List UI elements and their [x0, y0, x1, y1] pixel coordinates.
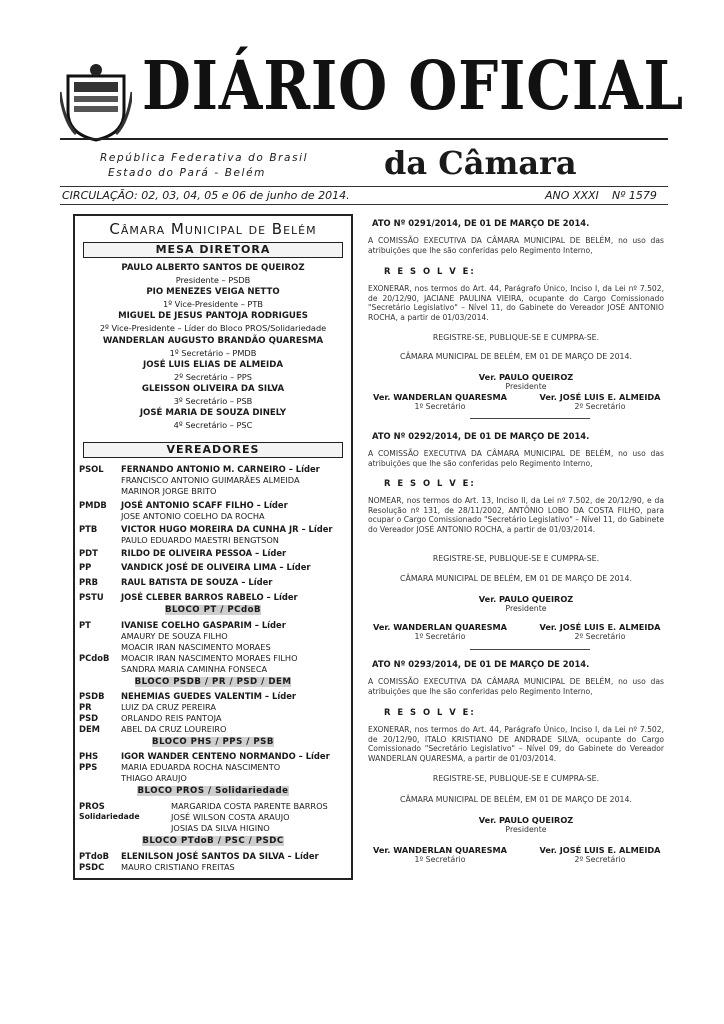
coat-of-arms-icon [60, 62, 132, 142]
circulation-dates: CIRCULAÇÃO: 02, 03, 04, 05 e 06 de junho de 2014. [62, 189, 350, 202]
state-line: Estado do Pará - Belém [108, 167, 266, 179]
member-name: LUIZ DA CRUZ PEREIRA [121, 702, 216, 712]
act-intro: A COMISSÃO EXECUTIVA DA CÂMARA MUNICIPAL DE BELÉM, no uso das atribuições que lhe são conferidas pelo Regimento Interno, [368, 236, 664, 255]
mesa-member-name: JOSÉ LUIS ELIAS DE ALMEIDA [143, 360, 283, 370]
act-registre: REGISTRE-SE, PUBLIQUE-SE E CUMPRA-SE. [432, 774, 600, 783]
edition-number: Nº 1579 [612, 189, 657, 202]
bloco-header [75, 677, 351, 687]
party-label: PTdoB [79, 851, 109, 861]
party-label: PSDC [79, 862, 105, 872]
signature-first-secretary: Ver. WANDERLAN QUARESMA [372, 845, 508, 855]
mesa-member-name: MIGUEL DE JESUS PANTOJA RODRIGUES [118, 311, 308, 321]
bloco-header [75, 786, 351, 796]
act-body: EXONERAR, nos termos do Art. 44, Parágrafo Único, Inciso I, da Lei nº 7.502, de 20/12/90, ITALO KRISTIANO DE ANDRADE SILVA, ocupante do Cargo Comissionado "Secretário Legislativo" – Nível 09, do Gabinete do Vereador WANDERLAN QUARESMA, a partir de 01/03/2014. [368, 725, 664, 763]
leader-name: VANDICK JOSÉ DE OLIVEIRA LIMA – Líder [121, 562, 311, 572]
member-name: JOSÉ WILSON COSTA ARAUJO [171, 812, 290, 822]
signature-second-secretary-role: 2º Secretário [574, 632, 626, 641]
camara-directory-box [73, 214, 353, 880]
member-name: MARINOR JORGE BRITO [121, 486, 217, 496]
mesa-member-name: WANDERLAN AUGUSTO BRANDÃO QUARESMA [102, 336, 324, 346]
divider [60, 204, 668, 205]
mesa-member-role: 2º Vice-Presidente – Líder do Bloco PROS/Solidariedade [99, 323, 327, 333]
member-name: MOACIR IRAN NASCIMENTO MORAES FILHO [121, 653, 298, 663]
member-name: SANDRA MARIA CAMINHA FONSECA [121, 664, 268, 674]
act-separator [470, 418, 590, 419]
act-body: NOMEAR, nos termos do Art. 13, Inciso II, da Lei nº 7.502, de 20/12/90, e da Resolução nº 131, de 28/11/2002, ANTÔNIO LOBO DA COSTA FILHO, para ocupar o Cargo Comissionado "Secretário Legislativo" – Nível 11, do Gabinete do Vereador JOSÉ ANTONIO ROCHA, a partir de 01/03/2014. [368, 496, 664, 534]
act-resolve: R E S O L V E: [384, 707, 476, 717]
signature-president-role: Presidente [505, 825, 547, 834]
leader-name: IVANISE COELHO GASPARIM – Líder [121, 620, 286, 630]
mesa-member-role: 1º Vice-Presidente – PTB [163, 299, 263, 309]
act-registre: REGISTRE-SE, PUBLIQUE-SE E CUMPRA-SE. [432, 333, 600, 342]
mesa-member-role: 3º Secretário – PSB [173, 396, 253, 406]
republic-line: República Federativa do Brasil [100, 152, 309, 164]
party-label: PSOL [79, 464, 104, 474]
leader-name: NEHEMIAS GUEDES VALENTIM – Líder [121, 691, 297, 701]
divider [60, 186, 668, 187]
party-label: DEM [79, 724, 101, 734]
act-resolve: R E S O L V E: [384, 478, 476, 488]
signature-first-secretary: Ver. WANDERLAN QUARESMA [372, 392, 508, 402]
act-resolve: R E S O L V E: [384, 266, 476, 276]
bloco-label: BLOCO PTdoB / PSC / PSDC [142, 836, 284, 846]
party-label: PPS [79, 762, 98, 772]
camara-title: Câmara Municipal de Belém [109, 220, 317, 238]
mesa-member-name: GLEISSON OLIVEIRA DA SILVA [141, 384, 285, 394]
signature-second-secretary: Ver. JOSÉ LUIS E. ALMEIDA [539, 392, 661, 402]
leader-name: FERNANDO ANTONIO M. CARNEIRO – Líder [121, 464, 320, 474]
leader-name: JOSÉ ANTONIO SCAFF FILHO – Líder [121, 500, 288, 510]
member-name: THIAGO ARAUJO [121, 773, 187, 783]
party-label: PTB [79, 524, 98, 534]
party-label: PSDB [79, 691, 105, 701]
member-name: JOSIAS DA SILVA HIGINO [171, 823, 270, 833]
party-label: Solidariedade [79, 812, 140, 821]
bloco-label: BLOCO PSDB / PR / PSD / DEM [134, 677, 292, 687]
member-name: FRANCISCO ANTONIO GUIMARÃES ALMEIDA [121, 475, 300, 485]
edition-year: ANO XXXI [545, 189, 599, 202]
act-title: ATO Nº 0292/2014, DE 01 DE MARÇO DE 2014. [372, 431, 590, 441]
bloco-label: BLOCO PT / PCdoB [164, 605, 262, 615]
bloco-header [75, 836, 351, 846]
signature-first-secretary-role: 1º Secretário [414, 402, 466, 411]
masthead-subtitle: da Câmara [384, 144, 577, 182]
signature-first-secretary-role: 1º Secretário [414, 632, 466, 641]
mesa-member-role: 1º Secretário – PMDB [169, 348, 257, 358]
act-title: ATO Nº 0291/2014, DE 01 DE MARÇO DE 2014. [372, 218, 590, 228]
signature-first-secretary-role: 1º Secretário [414, 855, 466, 864]
leader-name: ELENILSON JOSÉ SANTOS DA SILVA – Líder [121, 851, 319, 861]
member-name: ORLANDO REIS PANTOJA [121, 713, 222, 723]
member-name: MARGARIDA COSTA PARENTE BARROS [171, 801, 328, 811]
mesa-member-role: 2º Secretário – PPS [174, 372, 252, 382]
act-place-date: CÂMARA MUNICIPAL DE BELÉM, EM 01 DE MARÇO DE 2014. [400, 352, 632, 361]
member-name: ABEL DA CRUZ LOUREIRO [121, 724, 227, 734]
member-name: PAULO EDUARDO MAESTRI BENGTSON [121, 535, 279, 545]
member-name: MARIA EDUARDA ROCHA NASCIMENTO [121, 762, 281, 772]
party-label: PROS [79, 801, 105, 811]
leader-name: IGOR WANDER CENTENO NORMANDO – Líder [121, 751, 330, 761]
act-registre: REGISTRE-SE, PUBLIQUE-SE E CUMPRA-SE. [432, 554, 600, 563]
signature-president: Ver. PAULO QUEIROZ [478, 372, 574, 382]
bloco-label: BLOCO PROS / Solidariedade [137, 786, 289, 796]
leader-name: RAUL BATISTA DE SOUZA – Líder [121, 577, 273, 587]
signature-second-secretary-role: 2º Secretário [574, 855, 626, 864]
signature-second-secretary: Ver. JOSÉ LUIS E. ALMEIDA [539, 845, 661, 855]
signature-second-secretary: Ver. JOSÉ LUIS E. ALMEIDA [539, 622, 661, 632]
vereadores-header: VEREADORES [83, 442, 343, 458]
party-label: PSD [79, 713, 99, 723]
bloco-header [75, 605, 351, 615]
act-body: EXONERAR, nos termos do Art. 44, Parágrafo Único, Inciso I, da Lei nº 7.502, de 20/12/90, JACIANE PAULINA VIEIRA, ocupante do Cargo Comissionado "Secretário Legislativo" – Nível 11, do Gabinete do Vereador JOSÉ ANTONIO ROCHA, a partir de 01/03/2014. [368, 284, 664, 322]
leader-name: RILDO DE OLIVEIRA PESSOA – Líder [121, 548, 287, 558]
act-title: ATO Nº 0293/2014, DE 01 DE MARÇO DE 2014. [372, 659, 590, 669]
party-label: PMDB [79, 500, 107, 510]
bloco-label: BLOCO PHS / PPS / PSB [152, 737, 274, 747]
signature-first-secretary: Ver. WANDERLAN QUARESMA [372, 622, 508, 632]
party-label: PCdoB [79, 653, 110, 663]
member-name: JOSE ANTONIO COELHO DA ROCHA [121, 511, 265, 521]
member-name: MAURO CRISTIANO FREITAS [121, 862, 235, 872]
mesa-diretora-header: MESA DIRETORA [83, 242, 343, 258]
party-label: PP [79, 562, 92, 572]
party-label: PHS [79, 751, 99, 761]
act-place-date: CÂMARA MUNICIPAL DE BELÉM, EM 01 DE MARÇO DE 2014. [400, 574, 632, 583]
signature-president-role: Presidente [505, 604, 547, 613]
masthead-title: DIÁRIO OFICIAL [142, 46, 684, 125]
signature-second-secretary-role: 2º Secretário [574, 402, 626, 411]
party-label: PDT [79, 548, 98, 558]
party-label: PRB [79, 577, 98, 587]
act-place-date: CÂMARA MUNICIPAL DE BELÉM, EM 01 DE MARÇO DE 2014. [400, 795, 632, 804]
leader-name: VICTOR HUGO MOREIRA DA CUNHA JR – Líder [121, 524, 333, 534]
signature-president-role: Presidente [505, 382, 547, 391]
mesa-member-name: PIO MENEZES VEIGA NETTO [146, 287, 280, 297]
signature-president: Ver. PAULO QUEIROZ [478, 815, 574, 825]
signature-president: Ver. PAULO QUEIROZ [478, 594, 574, 604]
mesa-member-name: PAULO ALBERTO SANTOS DE QUEIROZ [121, 263, 305, 273]
member-name: AMAURY DE SOUZA FILHO [121, 631, 228, 641]
act-intro: A COMISSÃO EXECUTIVA DA CÂMARA MUNICIPAL DE BELÉM, no uso das atribuições que lhe são conferidas pelo Regimento Interno, [368, 449, 664, 468]
party-label: PR [79, 702, 92, 712]
leader-name: JOSÉ CLEBER BARROS RABELO – Líder [121, 592, 298, 602]
act-intro: A COMISSÃO EXECUTIVA DA CÂMARA MUNICIPAL DE BELÉM, no uso das atribuições que lhe são conferidas pelo Regimento Interno, [368, 677, 664, 696]
party-label: PSTU [79, 592, 104, 602]
masthead-divider [60, 138, 668, 140]
bloco-header [75, 737, 351, 747]
party-label: PT [79, 620, 91, 630]
mesa-member-name: JOSÉ MARIA DE SOUZA DINELY [139, 408, 287, 418]
act-separator [470, 649, 590, 650]
mesa-member-role: 4º Secretário – PSC [173, 420, 253, 430]
member-name: MOACIR IRAN NASCIMENTO MORAES [121, 642, 271, 652]
mesa-member-role: Presidente – PSDB [175, 275, 251, 285]
